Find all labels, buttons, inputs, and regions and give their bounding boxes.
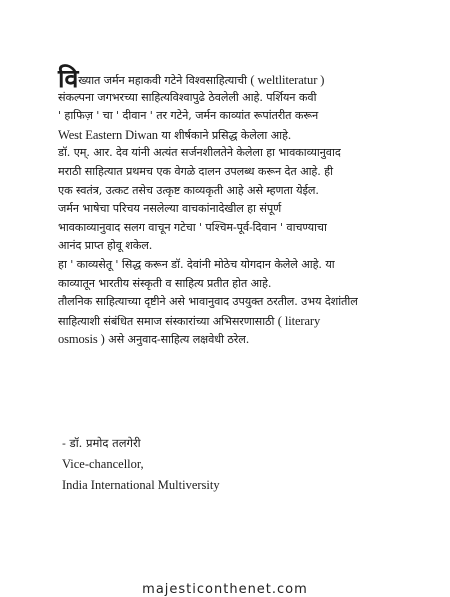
text-line: osmosis ) असे अनुवाद-साहित्य लक्षवेधी ठरेल. bbox=[58, 332, 250, 347]
text-line: आनंद प्राप्त होवू शकेल. bbox=[58, 239, 153, 253]
text-line: एक स्वतंत्र, उत्कट तसेच उत्कृष्ट काव्यकृती आहे असे म्हणता येईल. bbox=[58, 183, 319, 197]
author-institution: India International Multiversity bbox=[62, 478, 220, 492]
text-line: ' हाफिज़ ' चा ' दीवान ' तर गटेने, जर्मन काव्यांत रूपांतरीत करून bbox=[58, 109, 319, 123]
text-line: भावकाव्यानुवाद सलग वाचून गटेचा ' पश्चिम-पूर्व-दिवान ' वाचण्याचा bbox=[58, 220, 327, 234]
text-line: साहित्याशी संबंधित समाज संस्कारांच्या अभिसरणासाठी ( literary bbox=[58, 313, 321, 328]
author-title: Vice-chancellor, bbox=[62, 457, 144, 471]
text-line: तौलनिक साहित्याच्या दृष्टीने असे भावानुवाद उपयुक्त ठरतील. उभय देशांतील bbox=[58, 295, 358, 309]
drop-cap: वि bbox=[58, 64, 79, 93]
text-line: West Eastern Diwan या शीर्षकाने प्रसिद्ध केलेला आहे. bbox=[58, 127, 292, 142]
text-line: संकल्पना जगभरच्या साहित्यविश्वापुढे ठेवलेली आहे. पर्शियन कवी bbox=[58, 90, 317, 104]
text-line: काव्यातून भारतीय संस्कृती व साहित्य प्रतीत होत आहे. bbox=[58, 276, 272, 290]
watermark-text: majesticonthenet.com bbox=[142, 582, 308, 597]
signature-block bbox=[62, 433, 220, 496]
text-line: डॉ. एम्. आर. देव यांनी अत्यंत सर्जनशीलतेने केलेला हा भावकाव्यानुवाद bbox=[58, 146, 341, 160]
text-line: जर्मन भाषेचा परिचय नसलेल्या वाचकांनादेखील हा संपूर्ण bbox=[58, 202, 282, 216]
text-line: विख्यात जर्मन महाकवी गटेने विश्वसाहित्याची ( weltliteratur ) bbox=[58, 64, 325, 93]
author-name: - डॉ. प्रमोद तलगेरी bbox=[62, 436, 141, 450]
foreword-paragraph bbox=[58, 64, 398, 349]
text-line: हा ' काव्यसेतू ' सिद्ध करून डॉ. देवांनी मोठेच योगदान केलेले आहे. या bbox=[58, 257, 335, 271]
text-line: मराठी साहित्यात प्रथमच एक वेगळे दालन उपलब्ध करून देत आहे. ही bbox=[58, 164, 333, 178]
